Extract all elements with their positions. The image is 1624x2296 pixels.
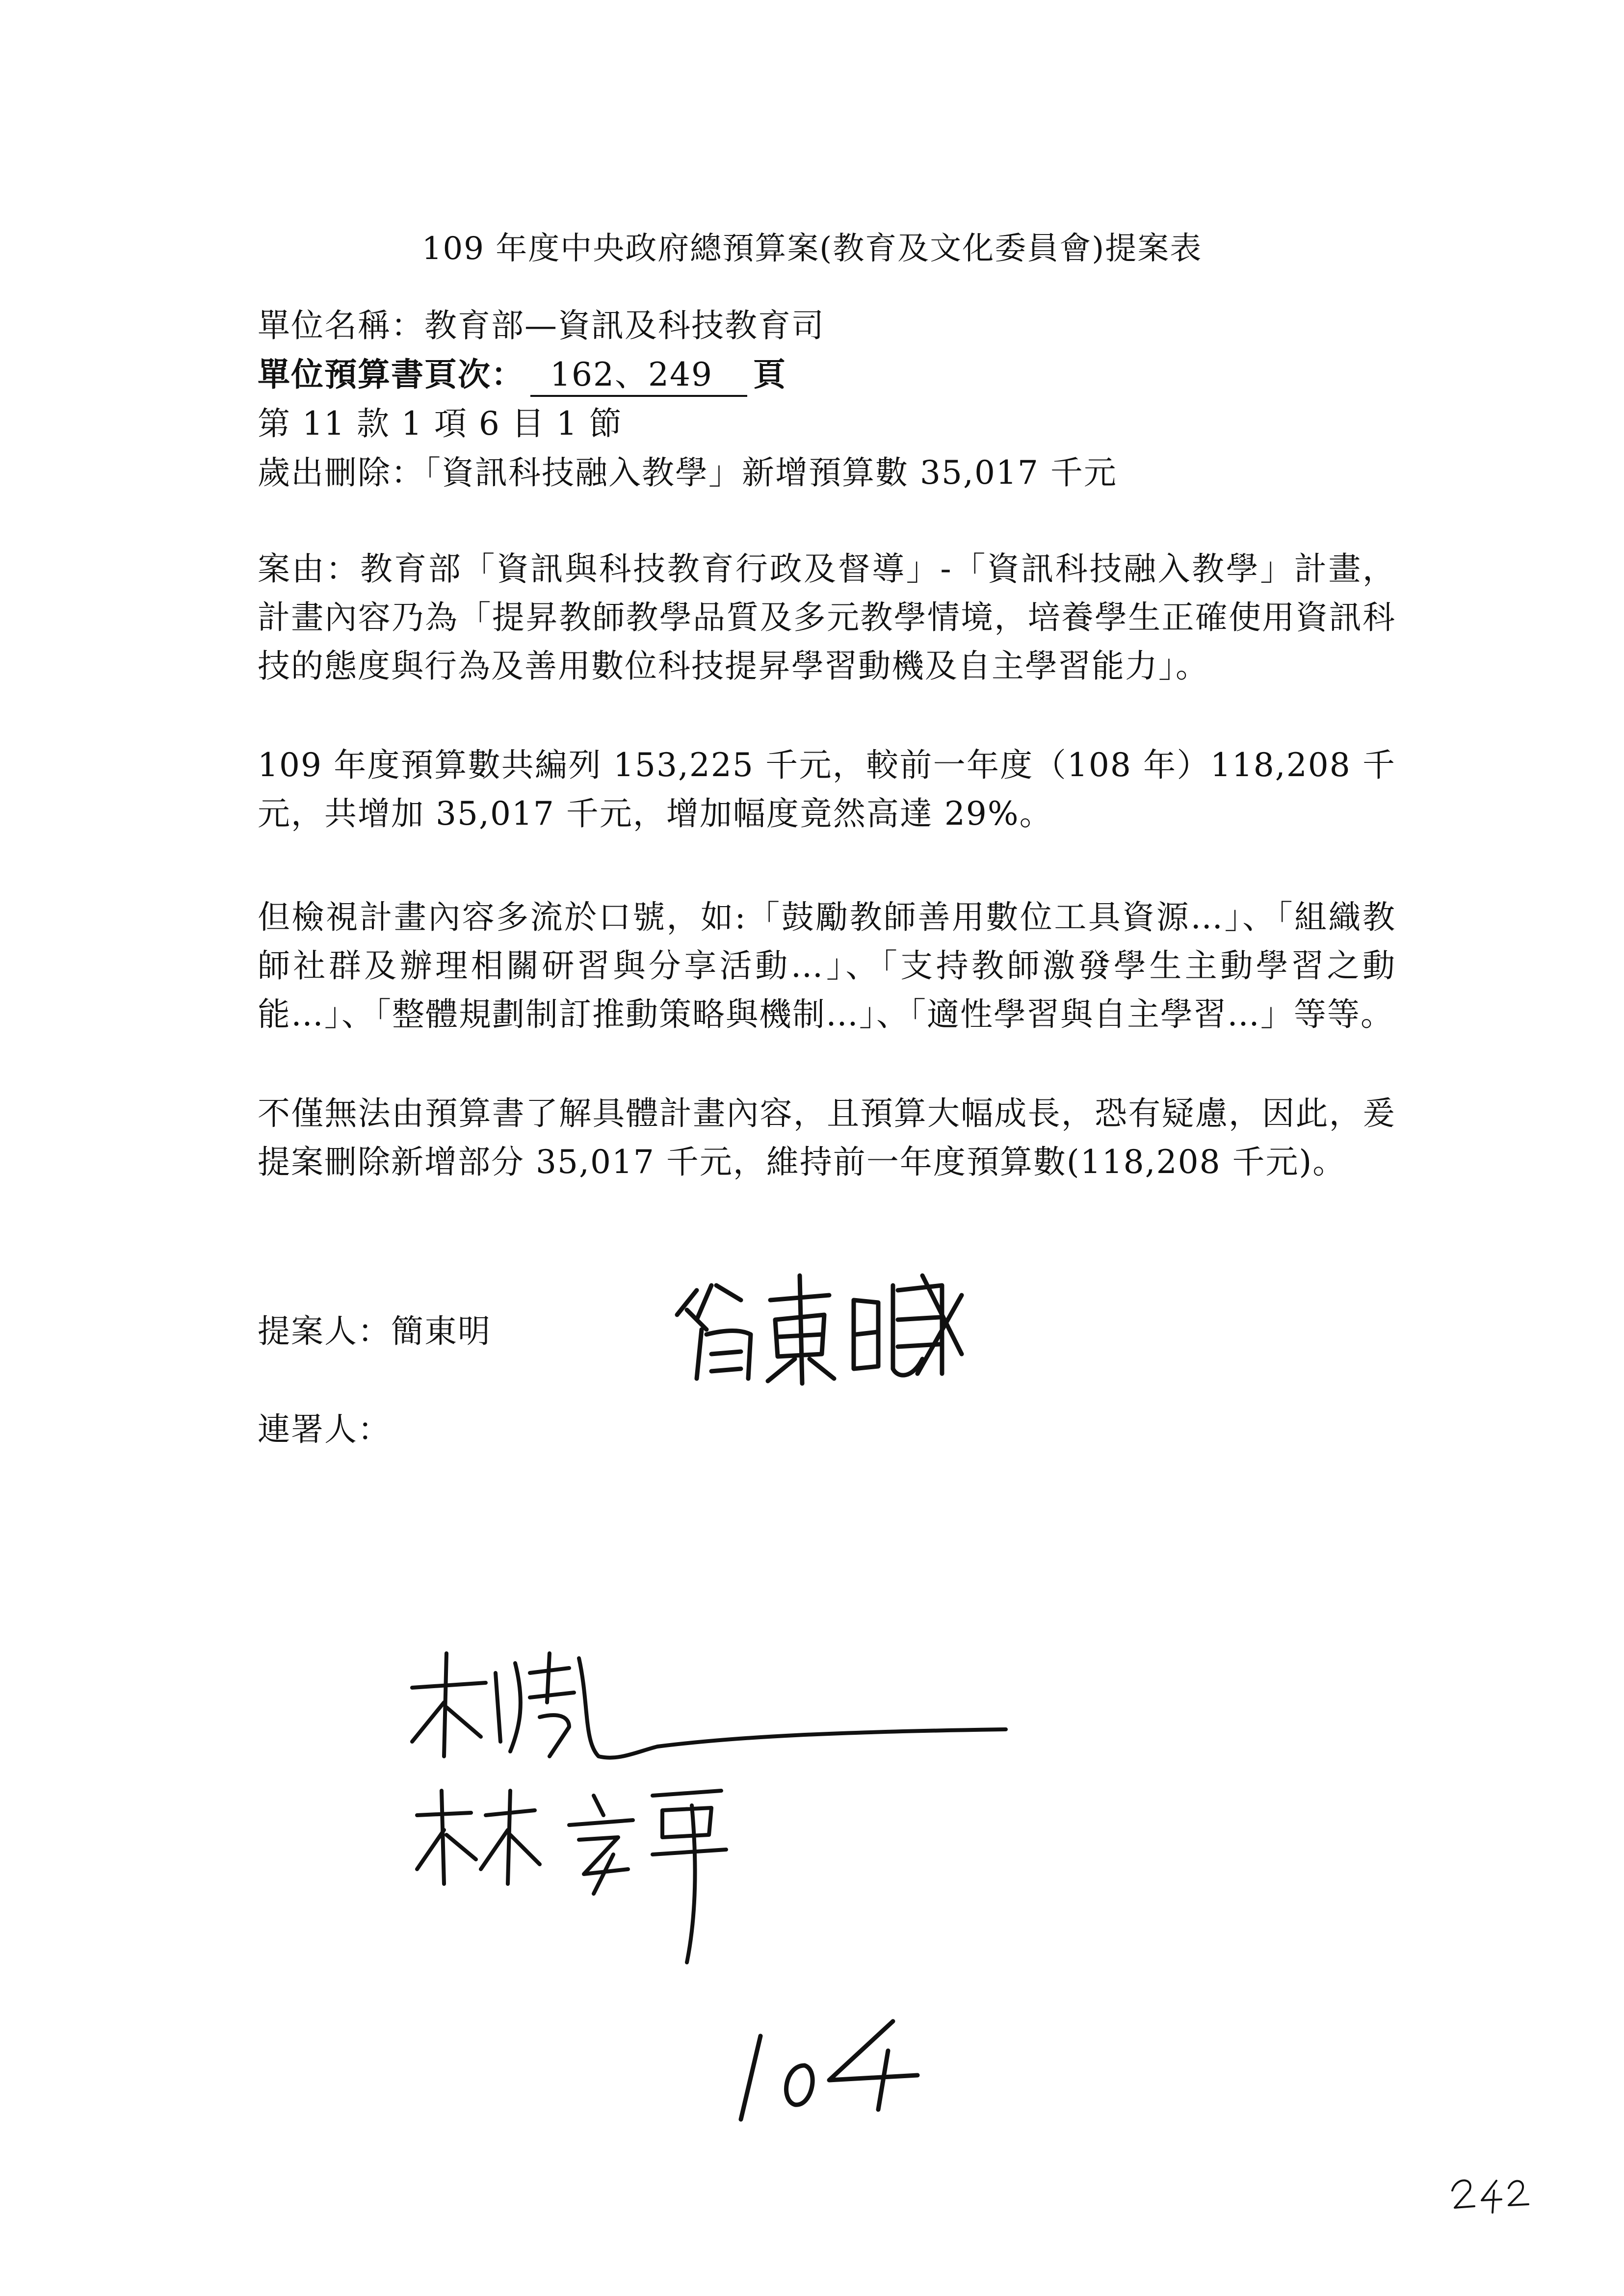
item-line: 第 11 款 1 項 6 目 1 節 bbox=[258, 405, 623, 443]
document-title: 109 年度中央政府總預算案(教育及文化委員會)提案表 bbox=[421, 231, 1203, 267]
proposer-label: 提案人： bbox=[258, 1312, 391, 1350]
budget-pages-label: 單位預算書頁次： bbox=[258, 355, 524, 393]
cosigner-signature-1 bbox=[393, 1644, 1030, 1771]
unit-name-line bbox=[258, 299, 825, 346]
cosigner-label: 連署人： bbox=[258, 1410, 391, 1448]
deletion-line: 歲出刪除：「資訊科技融入教學」新增預算數 35,017 千元 bbox=[258, 454, 1117, 492]
budget-pages-value: 162、249 bbox=[530, 348, 747, 397]
proposer-name: 簡東明 bbox=[391, 1312, 491, 1350]
unit-name: 教育部—資訊及科技教育司 bbox=[424, 307, 825, 344]
proposer-line bbox=[258, 1305, 491, 1352]
conclusion-paragraph: 不僅無法由預算書了解具體計畫內容，且預算大幅成長，恐有疑慮，因此，爰提案刪除新增部分 35,017 千元，維持前一年度預算數(118,208 千元)。 bbox=[258, 1095, 1396, 1181]
budget-increase-paragraph: 109 年度預算數共編列 153,225 千元，較前一年度（108 年）118,208 千元，共增加 35,017 千元，增加幅度竟然高達 29%。 bbox=[258, 746, 1396, 833]
handwritten-number-104 bbox=[731, 2011, 937, 2124]
handwritten-page-number bbox=[1447, 2171, 1531, 2215]
cosigner-signature-2 bbox=[407, 1786, 751, 1972]
plan-content-paragraph: 但檢視計畫內容多流於口號，如:「鼓勵教師善用數位工具資源…」、「組織教師社群及辦理相關研習與分享活動…」、「支持教師激發學生主動學習之動能…」、「整體規劃制訂推動策略與機制…」、「適性學習與自主學習…」等等。 bbox=[258, 898, 1396, 1033]
budget-pages-suffix: 頁 bbox=[753, 355, 786, 393]
budget-pages-line bbox=[258, 348, 786, 397]
unit-name-label: 單位名稱： bbox=[258, 307, 424, 344]
proposer-signature bbox=[667, 1256, 981, 1393]
proposal-reason-paragraph: 案由：教育部「資訊與科技教育行政及督導」-「資訊科技融入教學」計畫，計畫內容乃為「提昇教師教學品質及多元教學情境，培養學生正確使用資訊科技的態度與行為及善用數位科技提昇學習動機及自主學習能力」。 bbox=[258, 550, 1396, 685]
